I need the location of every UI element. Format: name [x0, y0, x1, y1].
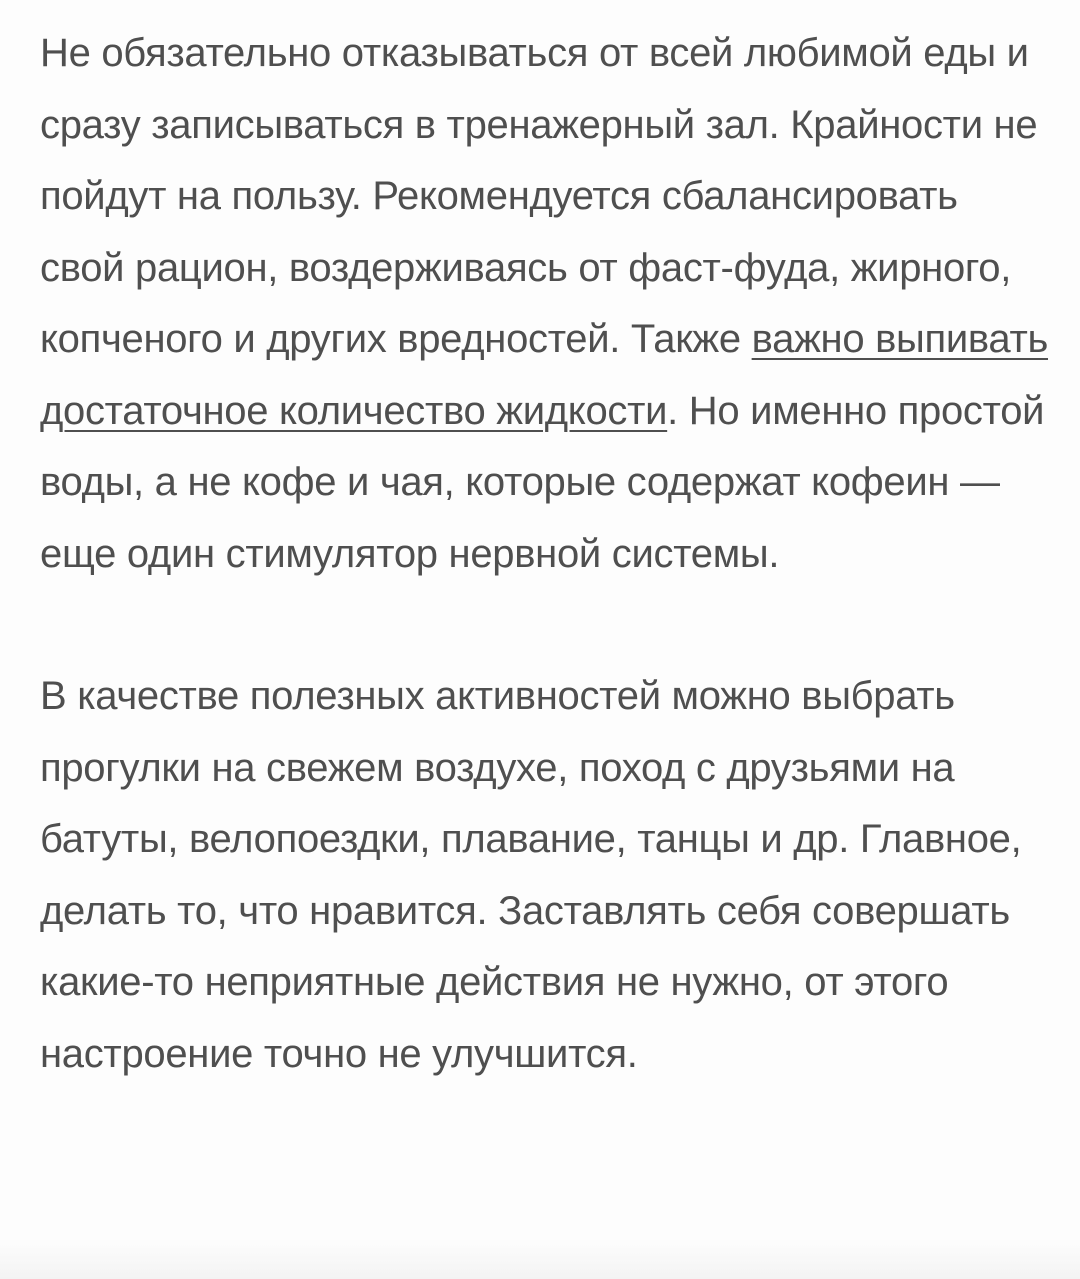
paragraph-activities: В качестве полезных активностей можно выбрать прогулки на свежем воздухе, поход с друзьями на батуты, велопоездки, плавание, танцы и др. Главное, делать то, что нравится. Заставлять себя совершать какие-то неприятные действия не нужно, от этого настроение точно не улучшится. — [40, 674, 1022, 1076]
paragraph-diet-text-start: Не обязательно отказываться от всей любимой еды и сразу записываться в тренажерный зал. Крайности не пойдут на пользу. Рекомендуется сбалансировать свой рацион, воздерживаясь от фаст-фуда, жирного, копченого и других вредностей. Также — [40, 31, 1038, 361]
bottom-fade — [0, 1239, 1080, 1279]
hydration-link[interactable]: важно выпивать достаточное количество жидкости — [40, 317, 1049, 433]
paragraph-diet-text-end: . Но именно простой воды, а не кофе и чая, которые содержат кофеин — еще один стимулятор нервной системы. — [40, 388, 1045, 576]
paragraph-diet — [40, 18, 1050, 590]
article-body — [40, 18, 1050, 1090]
